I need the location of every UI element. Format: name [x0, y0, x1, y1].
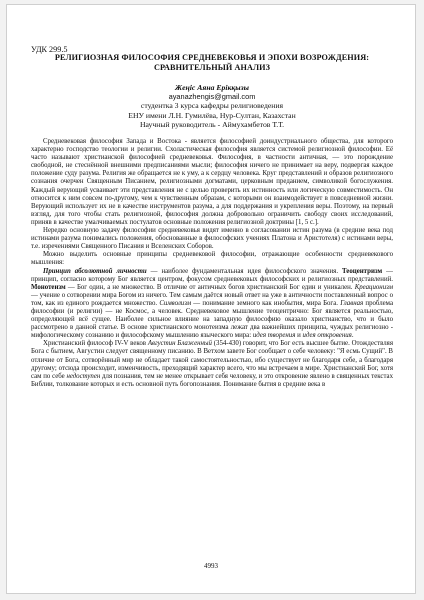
- term-symbolism: Символизм: [159, 299, 192, 307]
- term-absolute-personality: Принцип абсолютной личности: [43, 267, 147, 275]
- paragraph-1: Средневековая философия Запада и Востока - является философией доиндустриального общества, для которого характерно господство теологии и религии. Схоластическая философия является системой религиозной философии. Её часто называют христианской философией средневековья. Философия, в частности античная, — это порождение свободной, не стеснённой внешними предписаниями мысли; философия ничего не принимает на веру, подвергая каждое положение суду разума. Религия же обращается не к уму, а к сердцу человека. Круг представлений и образов религиозного сознания очерчен Священным Писанием, религиозными догматами, церковным преданием, символикой богослужения. Каждый верующий усваивает эти представления не с целью проверить их истинность или логическую совместимость. Он относится к ним совсем по-другому, чем к чувственным образам, с которыми он взаимодействует в повседневной жизни. Верующий использует их не в качестве инструментов разума, а для поддержания и укрепления веры. Поэтому, на первый взгляд, для того чтобы стать религиозной, философия должна добровольно ограничить свободу своих исследований, приняв в качестве умалчиваемых постулатов основные положения религиозной доктрины [1, 5 с.].: [31, 138, 393, 226]
- article-content: [31, 43, 393, 389]
- term-main: Главная: [340, 299, 364, 307]
- article-body: [31, 138, 393, 389]
- paragraph-2: Нередко основную задачу философии средневековья видят именно в согласовании истин разума (в средние века под истинами разума понимались положения, обоснованные в философских учениях Платона и Аристотеля) с истинами веры, т.е. изречениями Священного Писания и Вселенских Соборов.: [31, 227, 393, 251]
- author-email: ayanazhengis@gmail.com: [168, 92, 256, 102]
- author-affiliation-1: студентка 3 курса кафедры религиоведения: [140, 101, 284, 111]
- scientific-supervisor: Научный руководитель - Аймухамбетов Т.Т.: [139, 119, 285, 129]
- author-name: Жеңіс Аяна Ерікқызы: [175, 83, 249, 92]
- page-number: 4993: [204, 562, 218, 570]
- paragraph-3: Можно выделить основные принципы средневековой философии, отражающие особенности средневекового мышления:: [31, 251, 393, 267]
- term-theocentrism: Теоцентризм: [342, 267, 383, 275]
- title-line-2: СРАВНИТЕЛЬНЫЙ АНАЛИЗ: [153, 63, 271, 72]
- author-block: [31, 83, 393, 129]
- paragraph-5: Христианский философ IV-V веков Августин Блаженный (354-430) говорит, что Бог есть высшее бытие. Отождествляя Бога с бытием, Августин следует священному писанию. В Ветхом завете Бог сообщает о себе человеку: "Я есмь Сущий". В отличие от Бога, сотворённый мир не обладает такой самостоятельностью, ибо существует не благодаря себе, а благодаря другому; отсюда происходит, изменчивость, преходящий характер всего, что мы встречаем в мире. Христианский Бог, хотя сам по себе недоступен для познания, тем не менее открывает себя человеку, и это откровение явлено в священных текстах Библии, толкование которых и есть основной путь богопознания. Понимание бытия в средние века в: [31, 340, 394, 388]
- paragraph-4: Принцип абсолютной личности — наиболее фундаментальная идея философского значения. Теоцентризм — принцип, согласно которому Бог является центром, фокусом средневековых философских и религиозных представлений. Монотеизм — Бог один, а не множество. В отличие от античных богов христианский Бог един и уникален. Креационизм — учение о сотворении мира Богом из ничего. Тем самым даётся новый ответ на уже в античности поставленный вопрос о том, как из единого рождается множество. Символизм — понимание земного как инобытия, мира Бога. Главная проблема философии (и религии) — не Космос, а человек. Средневековое мышление теоцентрично: Бог является реальностью, определяющей всё сущее. Наиболее сильное влияние на западную философию оказало христианство, что и было рассмотрено в данной статье. В основе христианского монотеизма лежат два важнейших принципа, чуждых религиозно - мифологическому сознанию и философскому мышлению языческого мира: идея творения и идея откровения.: [31, 267, 394, 340]
- augustine-name: Августин Блаженный: [147, 340, 212, 348]
- term-inaccessible: недоступен: [66, 372, 101, 380]
- author-affiliation-2: ЕНУ имени Л.Н. Гумилёва, Нур-Султан, Казахстан: [128, 110, 296, 120]
- term-creationism: Креационизм: [354, 283, 393, 291]
- term-revelation-idea: идея откровения: [302, 332, 352, 340]
- title-line-1: РЕЛИГИОЗНАЯ ФИЛОСОФИЯ СРЕДНЕВЕКОВЬЯ И ЭПОХИ ВОЗРОЖДЕНИЯ:: [54, 53, 370, 62]
- term-monotheism: Монотеизм: [31, 283, 66, 291]
- article-title: [31, 53, 393, 73]
- document-page: [6, 4, 416, 594]
- term-creation-idea: идея творения: [252, 332, 296, 340]
- udk-code: УДК 299.5: [31, 45, 68, 54]
